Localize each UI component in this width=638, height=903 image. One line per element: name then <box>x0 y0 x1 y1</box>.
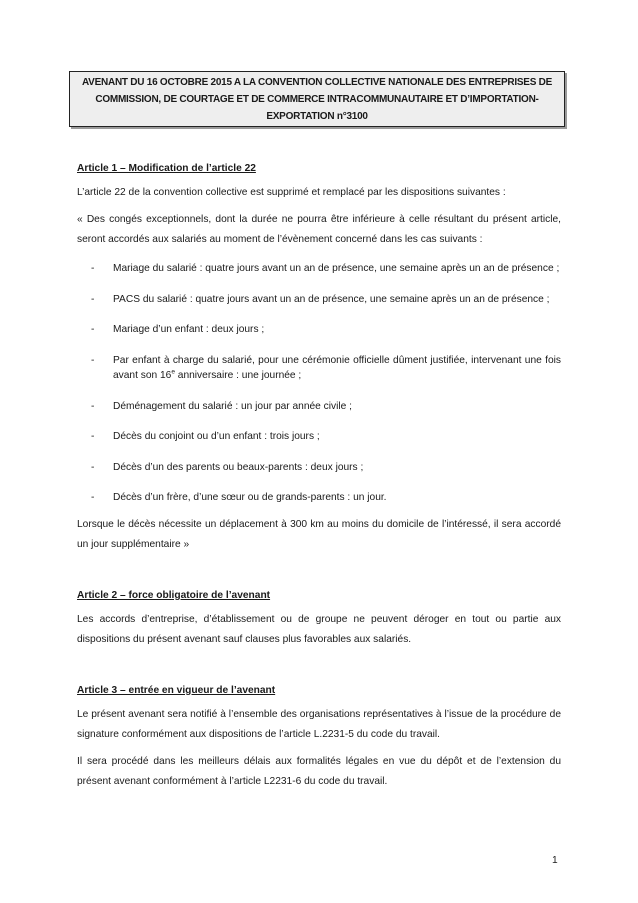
title-line-1: AVENANT DU 16 OCTOBRE 2015 A LA CONVENTION COLLECTIVE NATIONALE DES ENTREPRISES DE <box>81 76 553 88</box>
list-item <box>77 399 561 415</box>
list-item <box>77 292 561 308</box>
list-item <box>77 261 561 277</box>
list-item-text: PACS du salarié : quatre jours avant un an de présence, une semaine après un an de présence ; <box>113 293 550 305</box>
list-item-text: Par enfant à charge du salarié, pour une cérémonie officielle dûment justifiée, intervenant une fois avant son 16 <box>113 354 561 381</box>
article-2-text: Les accords d’entreprise, d’établissement ou de groupe ne peuvent déroger en tout ou partie aux dispositions du présent avenant sauf clauses plus favorables aux salariés. <box>77 613 561 645</box>
dash-marker: - <box>91 431 95 442</box>
list-item-text: Décès d’un frère, d’une sœur ou de grands-parents : un jour. <box>113 492 387 503</box>
article-1-closing: Lorsque le décès nécessite un déplacement à 300 km au moins du domicile de l’intéressé, il sera accordé un jour supplémentaire » <box>77 518 561 550</box>
article-3-heading: Article 3 – entrée en vigueur de l’avenant <box>77 684 276 696</box>
list-item-text: Mariage du salarié : quatre jours avant un an de présence, une semaine après un an de présence ; <box>113 263 560 274</box>
article-1-intro: L’article 22 de la convention collective est supprimé et remplacé par les dispositions suivantes : <box>77 187 506 198</box>
article-1-heading: Article 1 – Modification de l’article 22 <box>77 163 256 174</box>
dash-marker: - <box>91 492 95 503</box>
article-2-heading: Article 2 – force obligatoire de l’avenant <box>77 589 271 601</box>
title-line-2: COMMISSION, DE COURTAGE ET DE COMMERCE INTRACOMMUNAUTAIRE ET D’IMPORTATION- <box>95 93 539 105</box>
document-body <box>77 161 561 792</box>
dash-marker: - <box>91 324 95 335</box>
list-item-text: Décès du conjoint ou d’un enfant : trois jours ; <box>113 431 320 442</box>
list-item <box>77 322 561 338</box>
title-box <box>69 71 565 127</box>
leave-list <box>77 261 561 506</box>
article-3-text-2: Il sera procédé dans les meilleurs délais aux formalités légales en vue du dépôt et de l’extension du présent avenant conformément à l’article L2231-6 du code du travail. <box>77 755 561 787</box>
ordinal-superscript: e <box>171 368 175 376</box>
list-item-text: Déménagement du salarié : un jour par année civile ; <box>113 400 352 412</box>
list-item-text-end: anniversaire : une journée ; <box>174 370 302 381</box>
title-line-3: EXPORTATION n°3100 <box>266 110 368 122</box>
list-item <box>77 460 561 476</box>
list-item-text: Mariage d’un enfant : deux jours ; <box>113 324 265 335</box>
dash-marker: - <box>91 263 95 274</box>
article-1-quote-start: « Des congés exceptionnels, dont la durée ne pourra être inférieure à celle résultant du présent article, seront accordés aux salariés au moment de l’évènement concerné dans les cas suivants : <box>77 214 561 245</box>
dash-marker: - <box>91 400 95 412</box>
list-item <box>77 490 561 506</box>
list-item-text: Décès d’un des parents ou beaux-parents : deux jours ; <box>113 461 364 473</box>
list-item <box>77 353 561 384</box>
article-3-text-1: Le présent avenant sera notifié à l’ensemble des organisations représentatives à l’issue de la procédure de signature conformément aux dispositions de l’article L.2231-5 du code du travail. <box>77 708 561 740</box>
list-item <box>77 429 561 445</box>
page-number: 1 <box>552 855 558 866</box>
dash-marker: - <box>91 354 95 366</box>
dash-marker: - <box>91 461 95 473</box>
dash-marker: - <box>91 293 95 305</box>
